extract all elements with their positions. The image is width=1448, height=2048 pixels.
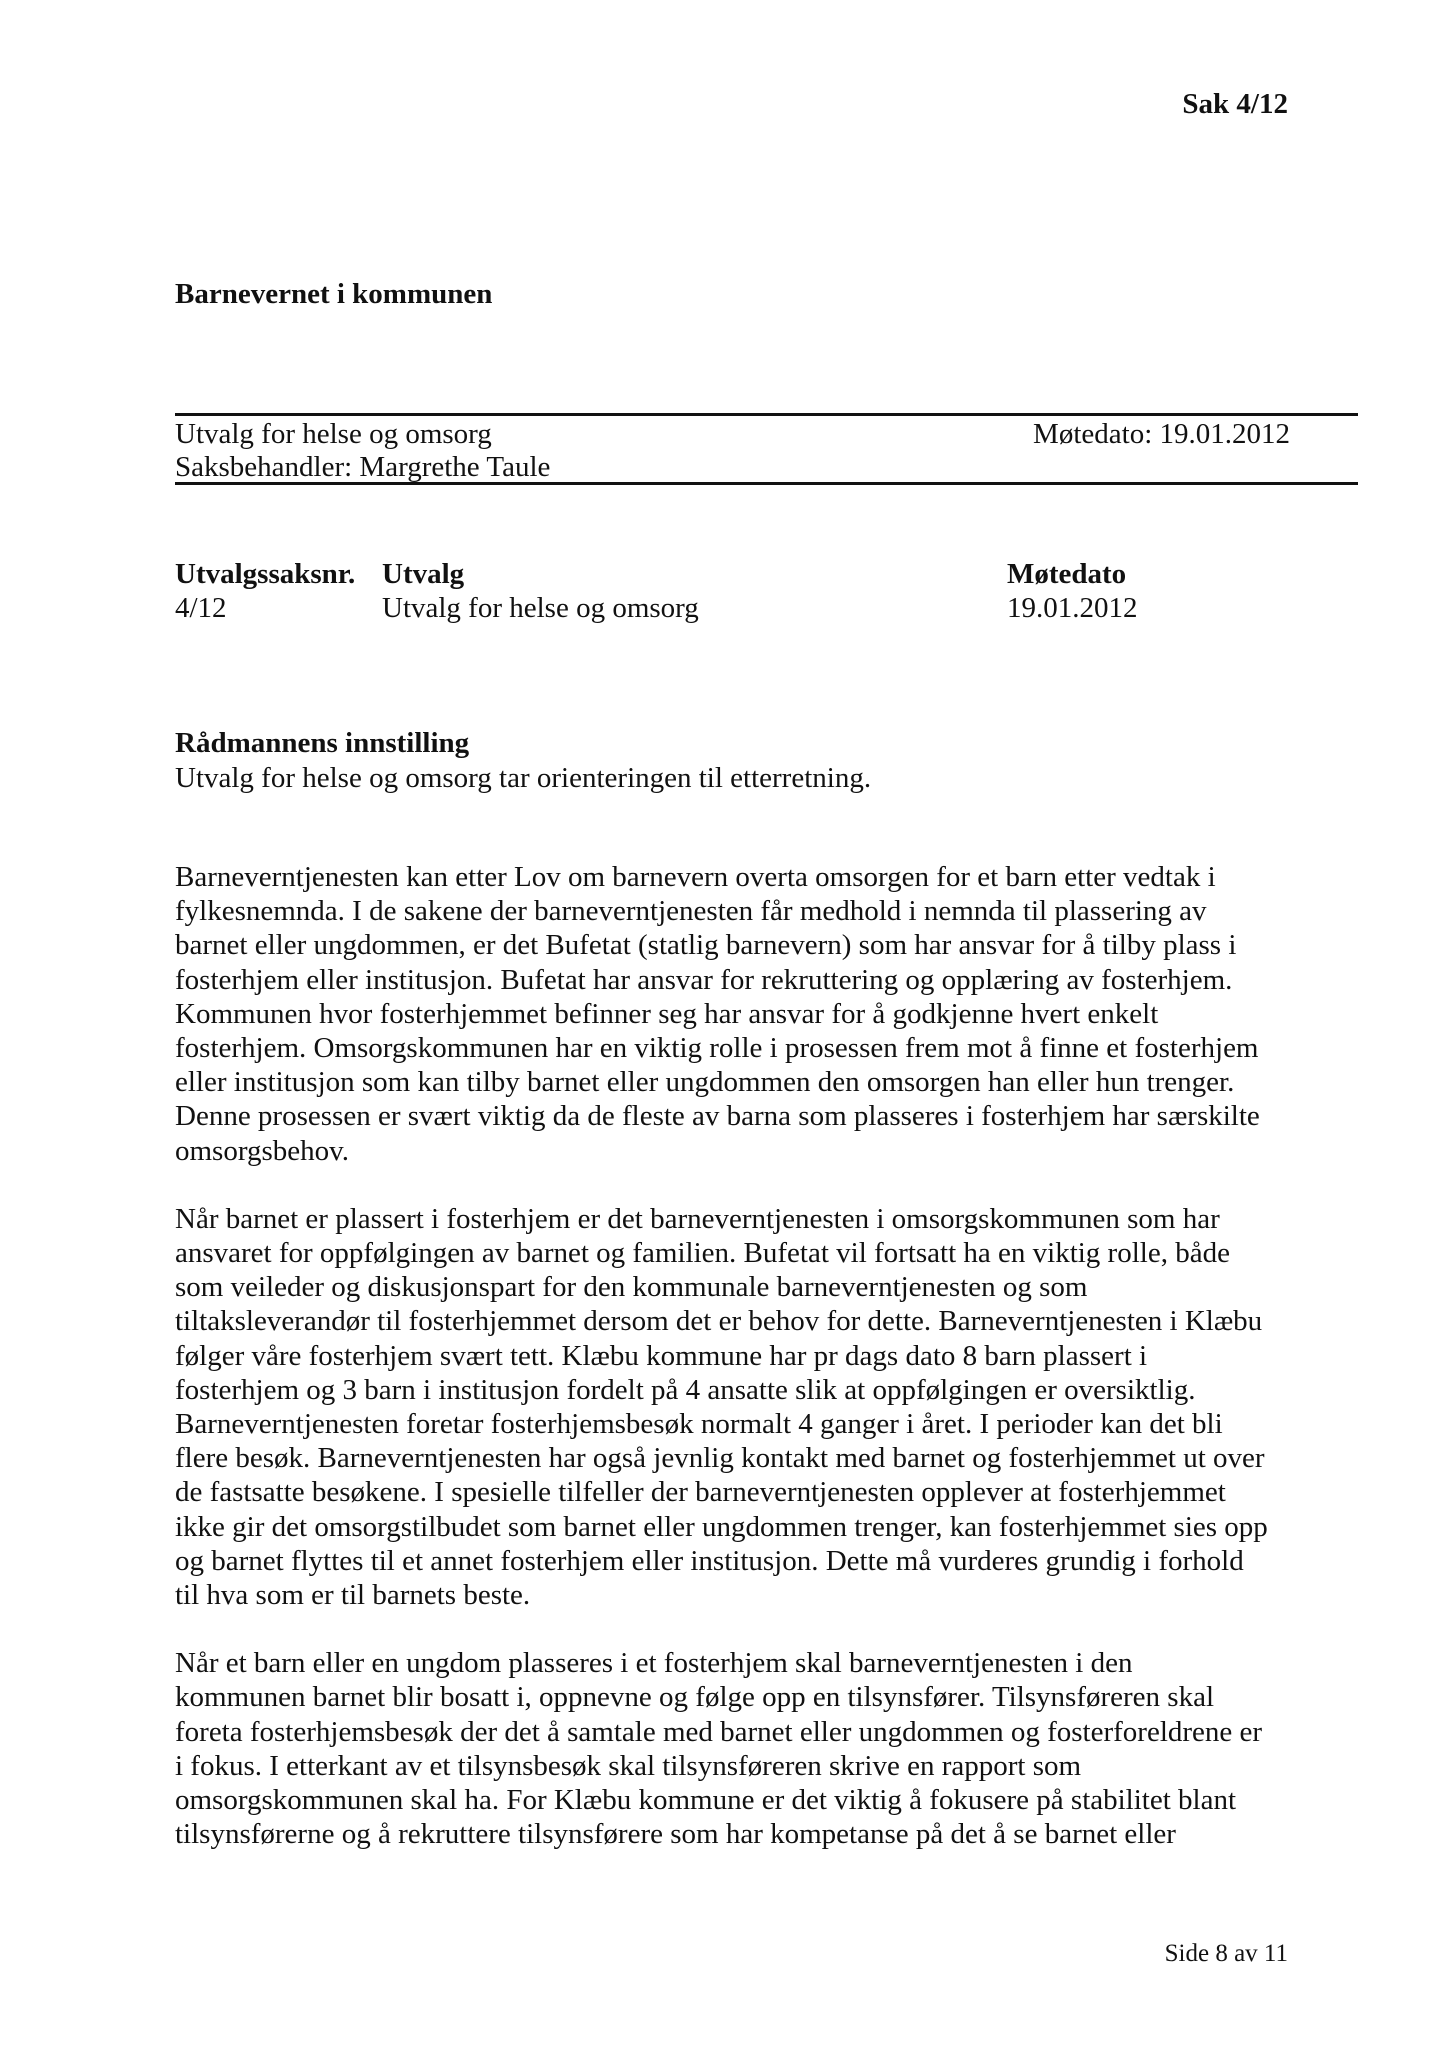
- body-line: fosterhjem og 3 barn i institusjon fordelt på 4 ansatte slik at oppfølgingen er oversiktlig.: [175, 1373, 1196, 1406]
- case-table-cell-number: 4/12: [175, 592, 227, 624]
- body-line: fosterhjem. Omsorgskommunen har en viktig rolle i prosessen frem mot å finne et fosterhjem: [175, 1032, 1259, 1065]
- body-line: til hva som er til barnets beste.: [175, 1579, 531, 1612]
- body-line: følger våre fosterhjem svært tett. Klæbu kommune har pr dags dato 8 barn plassert i: [175, 1339, 1148, 1372]
- body-line: Denne prosessen er svært viktig da de fleste av barna som plasseres i fosterhjem har særskilte: [175, 1100, 1260, 1133]
- body-line: i fokus. I etterkant av et tilsynsbesøk skal tilsynsføreren skrive en rapport som: [175, 1749, 1082, 1782]
- recommendation-heading: Rådmannens innstilling: [175, 727, 470, 759]
- meta-committee: Utvalg for helse og omsorg: [175, 418, 492, 450]
- body-line: de fastsatte besøkene. I spesielle tilfeller der barneverntjenesten opplever at fosterhjemmet: [175, 1476, 1226, 1509]
- body-line: flere besøk. Barneverntjenesten har også jevnlig kontakt med barnet og fosterhjemmet ut over: [175, 1442, 1265, 1475]
- case-table-header-date: Møtedato: [1007, 558, 1127, 590]
- page-number-footer: Side 8 av 11: [1164, 1940, 1288, 1967]
- meeting-meta-box: [175, 413, 1358, 485]
- body-line: kommunen barnet blir bosatt i, oppnevne og følge opp en tilsynsfører. Tilsynsføreren skal: [175, 1681, 1215, 1714]
- body-line: Barneverntjenesten kan etter Lov om barnevern overta omsorgen for et barn etter vedtak i: [175, 861, 1216, 893]
- meta-case-handler: Saksbehandler: Margrethe Taule: [175, 451, 551, 483]
- body-line: ansvaret for oppfølgingen av barnet og familien. Bufetat vil fortsatt ha en viktig rolle, både: [175, 1237, 1230, 1270]
- body-line: tilsynsførerne og å rekruttere tilsynsførere som har kompetanse på det å se barnet eller: [175, 1818, 1176, 1851]
- body-line: eller institusjon som kan tilby barnet eller ungdommen den omsorgen han eller hun trenger.: [175, 1066, 1235, 1099]
- body-line: omsorgskommunen skal ha. For Klæbu kommune er det viktig å fokusere på stabilitet blant: [175, 1784, 1237, 1817]
- body-line: som veileder og diskusjonspart for den kommunale barneverntjenesten og som: [175, 1271, 1088, 1304]
- body-line: fylkesnemnda. I de sakene der barneverntjenesten får medhold i nemnda til plassering av: [175, 895, 1207, 928]
- case-table-header-number: Utvalgssaksnr.: [175, 558, 356, 590]
- body-line: Når et barn eller en ungdom plasseres i et fosterhjem skal barneverntjenesten i den: [175, 1647, 1133, 1680]
- body-paragraph: [175, 860, 1295, 1168]
- body-line: Når barnet er plassert i fosterhjem er det barneverntjenesten i omsorgskommunen som har: [175, 1202, 1220, 1235]
- recommendation-text: Utvalg for helse og omsorg tar orienteringen til etterretning.: [175, 762, 872, 794]
- body-line: omsorgsbehov.: [175, 1134, 349, 1167]
- meta-meeting-date: Møtedato: 19.01.2012: [1033, 418, 1290, 450]
- case-table-cell-date: 19.01.2012: [1007, 592, 1138, 624]
- document-title: Barnevernet i kommunen: [175, 278, 493, 310]
- body-line: Barneverntjenesten foretar fosterhjemsbesøk normalt 4 ganger i året. I perioder kan det bli: [175, 1408, 1223, 1441]
- body-line: ikke gir det omsorgstilbudet som barnet eller ungdommen trenger, kan fosterhjemmet sies opp: [175, 1510, 1268, 1543]
- body-line: foreta fosterhjemsbesøk der det å samtale med barnet eller ungdommen og fosterforeldrene er: [175, 1715, 1263, 1748]
- body-paragraph: [175, 1202, 1295, 1612]
- body-line: og barnet flyttes til et annet fosterhjem eller institusjon. Dette må vurderes grundig i forhold: [175, 1544, 1244, 1577]
- body-line: Kommunen hvor fosterhjemmet befinner seg har ansvar for å godkjenne hvert enkelt: [175, 997, 1159, 1030]
- body-line: tiltaksleverandør til fosterhjemmet dersom det er behov for dette. Barneverntjenesten i Klæbu: [175, 1305, 1263, 1338]
- body-text: [175, 860, 1295, 1885]
- body-paragraph: [175, 1646, 1295, 1851]
- case-table-cell-committee: Utvalg for helse og omsorg: [382, 592, 699, 624]
- body-line: barnet eller ungdommen, er det Bufetat (statlig barnevern) som har ansvar for å tilby plass i: [175, 929, 1237, 962]
- case-number-header: Sak 4/12: [1182, 88, 1288, 120]
- body-line: fosterhjem eller institusjon. Bufetat har ansvar for rekruttering og opplæring av fosterhjem.: [175, 963, 1233, 996]
- case-table-header-committee: Utvalg: [382, 558, 465, 590]
